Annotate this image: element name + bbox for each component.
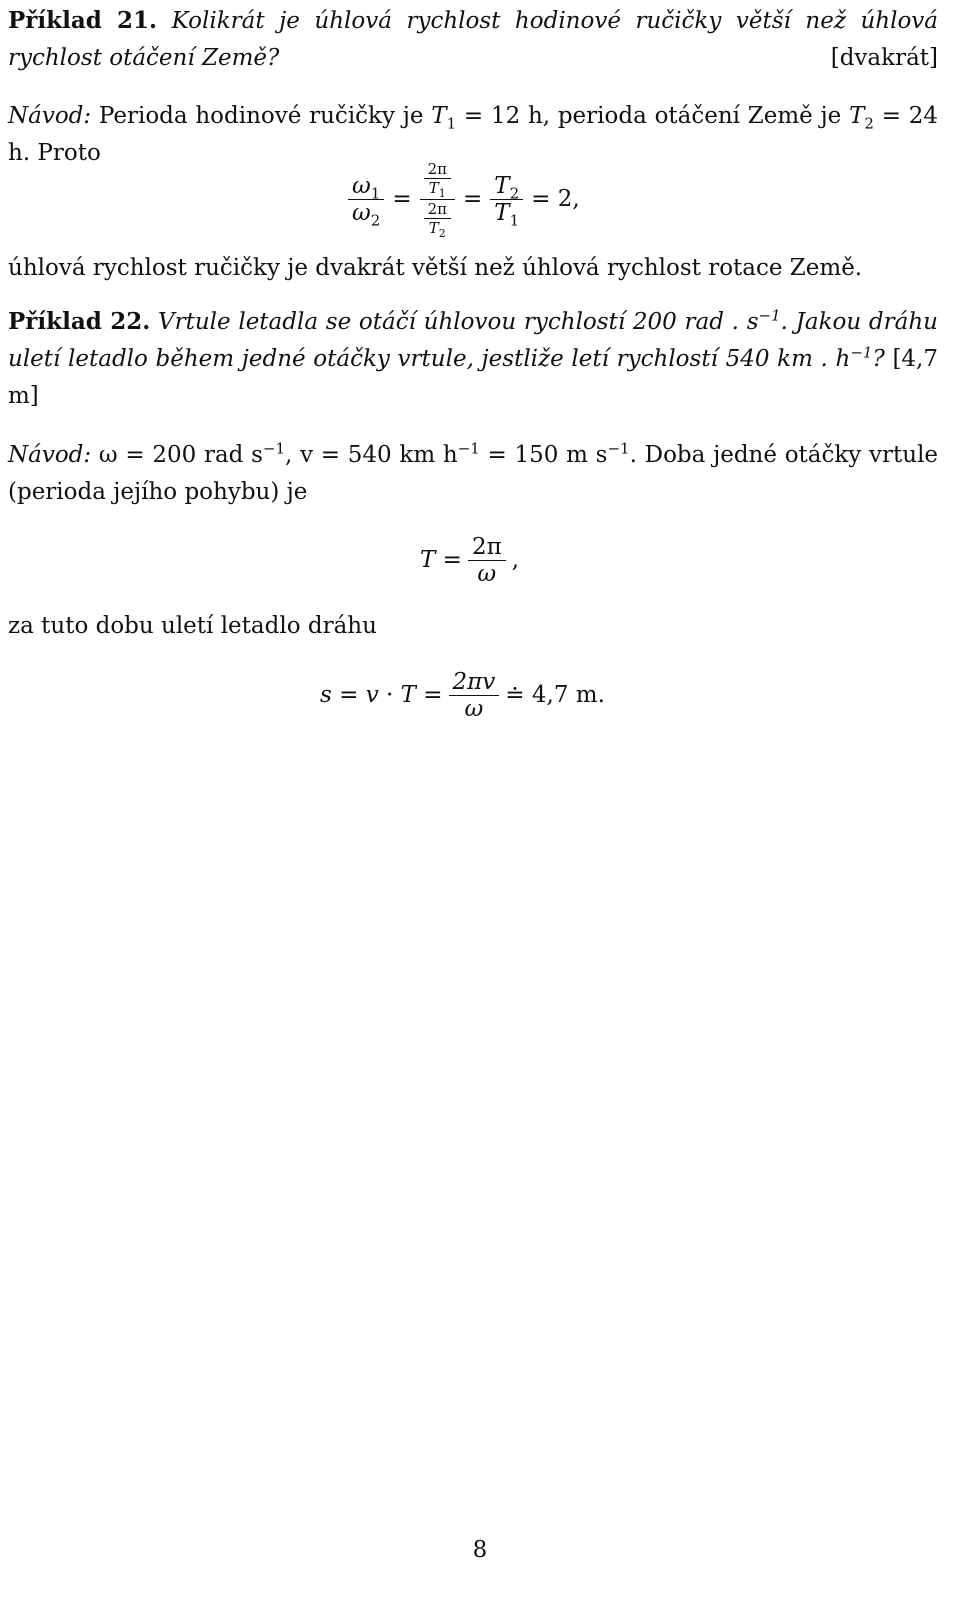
- example-21-question: Kolikrát je úhlová rychlost hodinové ručičky větší než úhlová rychlost otáčení Země?: [8, 8, 938, 71]
- hint-text: = 24 h. Proto: [8, 103, 939, 166]
- symbol-t2: T: [849, 103, 865, 129]
- fraction-compound: $\frac{\frac{2\pi}{T_1}}{\frac{2\pi}{T_2}}$: [420, 160, 455, 239]
- example-22-question: Vrtule letadla se otáčí úhlovou rychlostí 200 rad . s: [157, 309, 759, 335]
- equation-result: = 2,: [531, 186, 580, 212]
- fraction-periods: $\frac{T_2}{T_1}$: [490, 173, 523, 226]
- subscript: 1: [446, 114, 457, 133]
- equation-omega-ratio: [348, 158, 580, 240]
- subscript: 2: [864, 114, 874, 133]
- hint-label: Návod:: [8, 103, 92, 129]
- example-21-answer: [dvakrát]: [830, 45, 938, 71]
- page-number: 8: [472, 1537, 488, 1563]
- fraction-period: $\frac{2\pi}{\omega}$: [468, 534, 506, 587]
- example-22-title: Příklad 22.: [8, 308, 151, 335]
- hint-label: Návod:: [8, 442, 92, 468]
- fraction-omega: $\frac{\omega_1}{\omega_2}$: [348, 173, 384, 226]
- equation-period: T = $\frac{2\pi}{\omega}$ ,: [420, 533, 519, 587]
- hint-text: = 12 h, perioda otáčení Země je: [463, 103, 842, 129]
- equation-result: ≐ 4,7 m.: [505, 682, 605, 708]
- example-21-statement: [8, 2, 938, 77]
- example-22-statement: Příklad 22. Vrtule letadla se otáčí úhlovou rychlostí 200 rad . $s^{-1}$. Jakou dráhu uletí letadlo během jedné otáčky vrtule, jestliže letí rychlostí 540 km . $h^{-1}$? [4,7 m]: [8, 306, 938, 409]
- hint-text: Perioda hodinové ručičky je: [98, 103, 424, 129]
- example-22-question: . Jakou dráhu uletí letadlo během jedné otáčky vrtule, jestliže letí rychlostí 540 km . h: [8, 309, 938, 372]
- fraction-distance: $\frac{2\pi v}{\omega}$: [449, 669, 500, 722]
- example-21-title: Příklad 21.: [8, 7, 158, 34]
- equals-sign: =: [463, 186, 483, 212]
- symbol-t1: T: [431, 103, 447, 129]
- example-22-hint: Návod: ω = 200 rad $s^{-1}$, v = 540 km $h^{-1} = 150$ m $s^{-1}$. Doba jedné otáčky vrtule (perioda jejího pohybu) je: [8, 439, 939, 505]
- example-21-conclusion: úhlová rychlost ručičky je dvakrát větší než úhlová rychlost rotace Země.: [8, 255, 863, 281]
- equals-sign: =: [392, 186, 412, 212]
- example-22-middle-text: za tuto dobu uletí letadlo dráhu: [8, 613, 377, 639]
- example-22-answer: [4,7 m]: [8, 346, 938, 409]
- equation-distance: s = v · T = $\frac{2\pi v}{\omega}$ ≐ 4,7 m.: [320, 668, 605, 722]
